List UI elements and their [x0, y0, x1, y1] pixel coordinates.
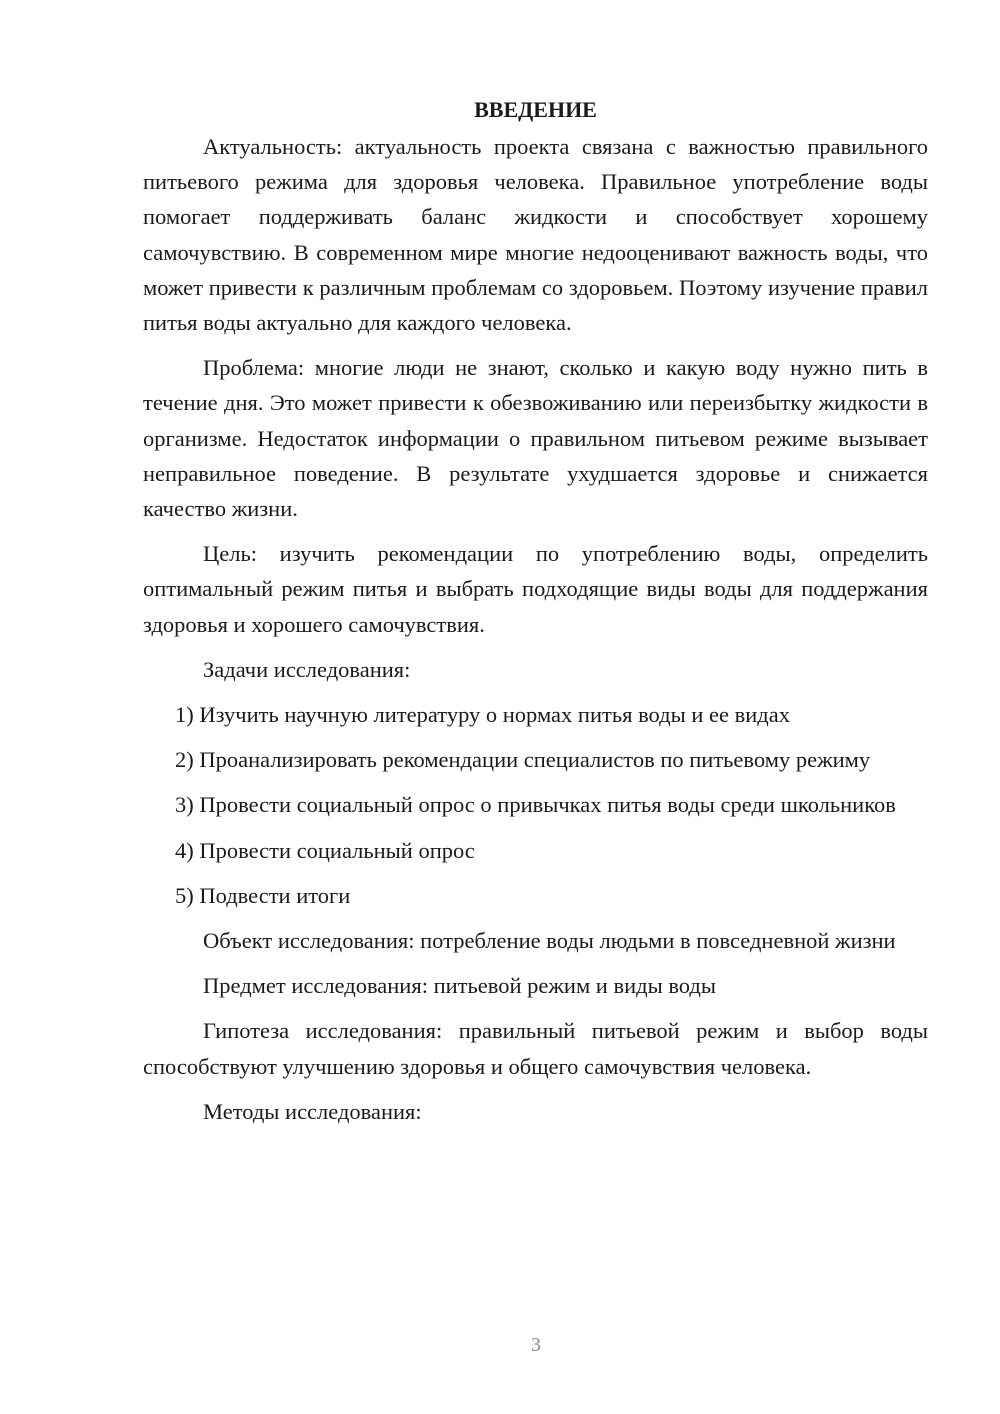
task-item-4: 4) Провести социальный опрос — [175, 837, 475, 863]
object-paragraph: Объект исследования: потребление воды людьми в повседневной жизни — [203, 928, 896, 954]
page-title: ВВЕДЕНИЕ — [474, 97, 597, 122]
task-item-1: 1) Изучить научную литературу о нормах питья воды и ее видах — [175, 702, 790, 728]
page-number: 3 — [531, 1334, 541, 1356]
problem-paragraph: Проблема: многие люди не знают, сколько и какую воду нужно пить в течение дня. Это может привести к обезвоживанию или переизбытку жидкости в организме. Недостаток информации о правильном питьевом режиме вызывает неправильное поведение. В результате ухудшается здоровье и снижается качество жизни. — [143, 355, 928, 522]
methods-heading: Методы исследования: — [203, 1098, 422, 1124]
hypothesis-paragraph: Гипотеза исследования: правильный питьевой режим и выбор воды способствуют улучшению здоровья и общего самочувствия человека. — [143, 1018, 928, 1079]
task-item-5: 5) Подвести итоги — [175, 882, 351, 908]
document-page — [143, 95, 928, 1139]
goal-paragraph: Цель: изучить рекомендации по употреблению воды, определить оптимальный режим питья и выбрать подходящие виды воды для поддержания здоровья и хорошего самочувствия. — [143, 541, 928, 637]
relevance-paragraph: Актуальность: актуальность проекта связана с важностью правильного питьевого режима для здоровья человека. Правильное употребление воды помогает поддерживать баланс жидкости и способствует хорошему самочувствию. В современном мире многие недооценивают важность воды, что может привести к различным проблемам со здоровьем. Поэтому изучение правил питья воды актуально для каждого человека. — [143, 134, 928, 336]
tasks-heading: Задачи исследования: — [203, 656, 411, 682]
subject-paragraph: Предмет исследования: питьевой режим и виды воды — [203, 973, 716, 999]
task-item-2: 2) Проанализировать рекомендации специалистов по питьевому режиму — [175, 747, 871, 773]
task-item-3: 3) Провести социальный опрос о привычках питья воды среди школьников — [175, 792, 896, 818]
